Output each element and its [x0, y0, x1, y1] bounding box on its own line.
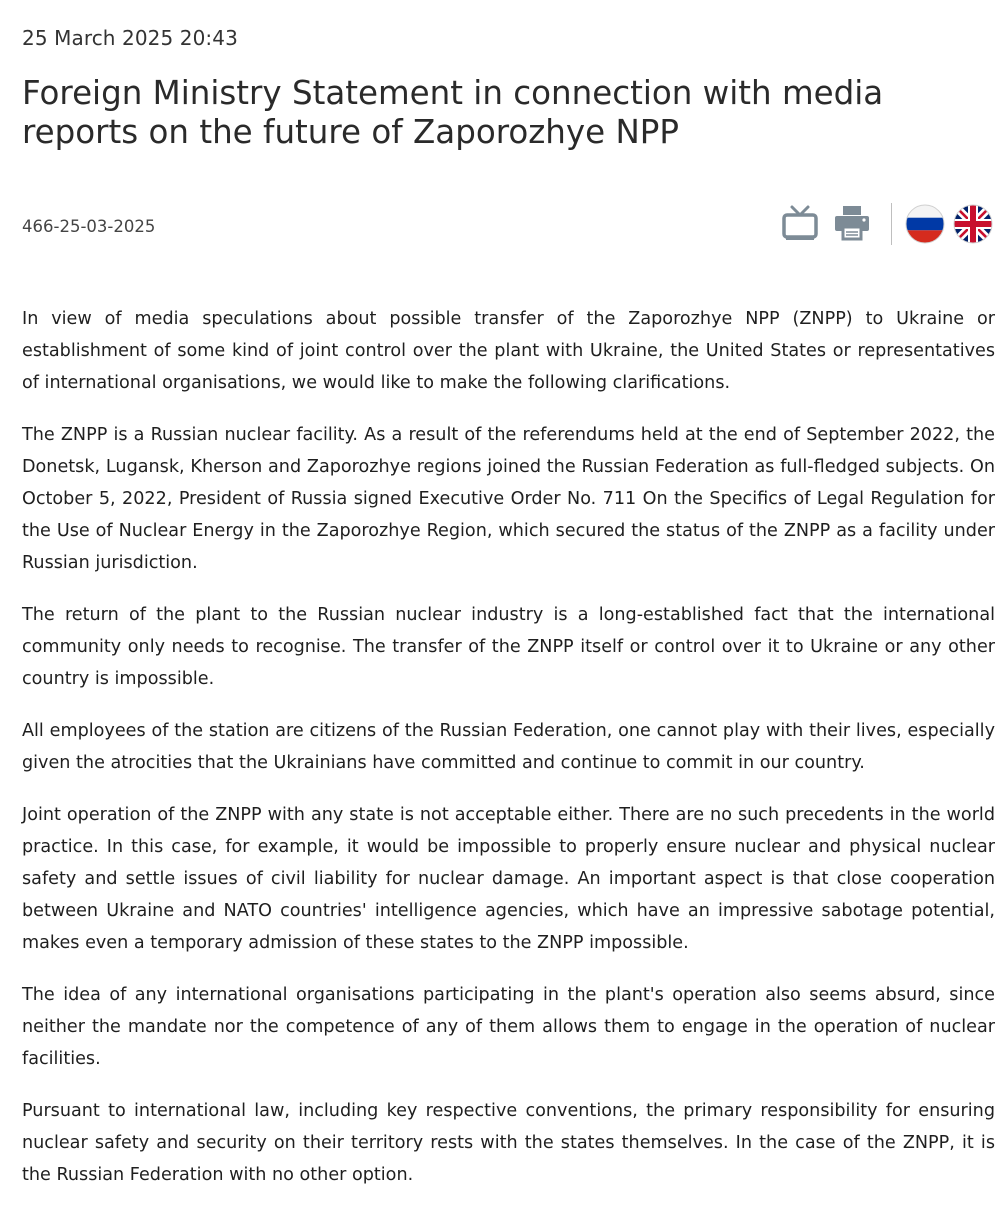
publish-date: 25 March 2025 20:43: [22, 26, 238, 50]
article-paragraph: In view of media speculations about possible transfer of the Zaporozhye NPP (ZNPP) to Ukraine or establishment of some kind of joint control over the plant with Ukraine, the United States or representatives of international organisations, we would like to make the following clarifications.: [22, 309, 995, 393]
tv-icon[interactable]: [780, 203, 820, 245]
article-paragraph: Pursuant to international law, including key respective conventions, the primary responsibility for ensuring nuclear safety and security on their territory rests with the states themselves. In the case of the ZNPP, it is the Russian Federation with no other option.: [22, 1101, 995, 1185]
article-body: [22, 303, 995, 1208]
print-icon[interactable]: [832, 203, 872, 245]
article-paragraph: The idea of any international organisations participating in the plant's operation also seems absurd, since neither the mandate nor the competence of any of them allows them to engage in the operation of nuclear facilities.: [22, 985, 995, 1069]
document-number: 466-25-03-2025: [22, 217, 156, 236]
article-paragraph: The return of the plant to the Russian nuclear industry is a long-established fact that the international community only needs to recognise. The transfer of the ZNPP itself or control over it to Ukraine or any other country is impossible.: [22, 605, 995, 689]
article-toolbar: [780, 203, 996, 245]
uk-flag-icon[interactable]: [952, 203, 994, 245]
russian-flag-icon[interactable]: [904, 203, 946, 245]
article-paragraph: The ZNPP is a Russian nuclear facility. As a result of the referendums held at the end of September 2022, the Donetsk, Lugansk, Kherson and Zaporozhye regions joined the Russian Federation as full-fledged subjects. On October 5, 2022, President of Russia signed Executive Order No. 711 On the Specifics of Legal Regulation for the Use of Nuclear Energy in the Zaporozhye Region, which secured the status of the ZNPP as a facility under Russian jurisdiction.: [22, 425, 995, 573]
article-paragraph: Joint operation of the ZNPP with any state is not acceptable either. There are no such precedents in the world practice. In this case, for example, it would be impossible to properly ensure nuclear and physical nuclear safety and settle issues of civil liability for nuclear damage. An important aspect is that close cooperation between Ukraine and NATO countries' intelligence agencies, which have an impressive sabotage potential, makes even a temporary admission of these states to the ZNPP impossible.: [22, 805, 995, 953]
article-paragraph: All employees of the station are citizens of the Russian Federation, one cannot play with their lives, especially given the atrocities that the Ukrainians have committed and continue to commit in our country.: [22, 721, 995, 773]
page-title: Foreign Ministry Statement in connection with media reports on the future of Zaporozhye NPP: [22, 74, 884, 151]
toolbar-divider: [891, 203, 892, 245]
